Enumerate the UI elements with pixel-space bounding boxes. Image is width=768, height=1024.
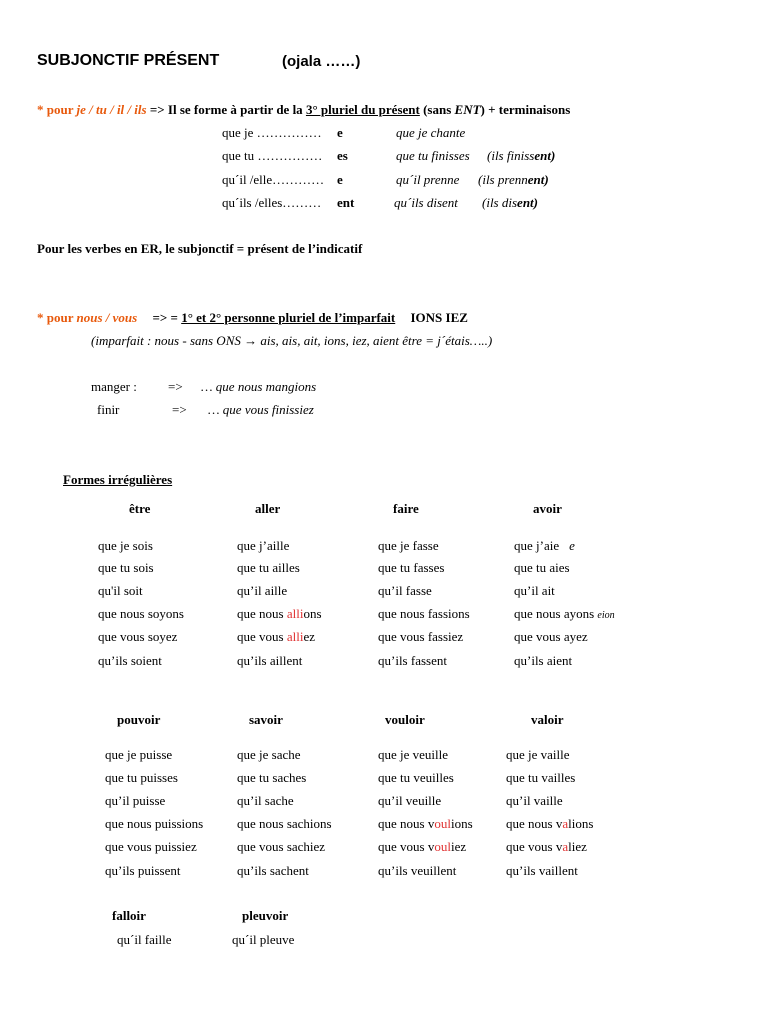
rule-sans-open: (sans (419, 102, 455, 117)
conjugation-form: que vous sachiez (237, 839, 326, 854)
verb-header: falloir (112, 908, 146, 923)
highlighted-stem: a (562, 839, 569, 854)
conjugation-form: que vous puissiez (105, 839, 197, 854)
conjugation-form: que nous ayons eion (514, 606, 615, 621)
verb-header: pleuvoir (242, 908, 289, 923)
ending-pronoun: que je …………… (222, 125, 322, 140)
highlighted-stem: alli (286, 629, 304, 644)
highlighted-stem: oul (434, 839, 451, 854)
conjugation-form: que je veuille (378, 747, 449, 762)
example-result: … que nous mangions (201, 379, 317, 394)
example-arrow: => (172, 402, 187, 417)
rule-arrow: => = (152, 310, 182, 325)
rule-underlined: 3° pluriel du présent (305, 102, 420, 117)
conjugation-form: que je fasse (378, 538, 439, 553)
verb-header: valoir (531, 712, 564, 727)
conjugation-form: que nous valions (506, 816, 594, 831)
conjugation-form: que vous ayez (514, 629, 588, 644)
ending-note: (ils disent) (482, 195, 538, 210)
rule-bullet: * pour (37, 102, 77, 117)
highlighted-stem: alli (286, 606, 304, 621)
ending-example: qu´il prenne (396, 172, 460, 187)
ending-pronoun: qu´ils /elles……… (222, 195, 322, 210)
imparfait-note: (imparfait : nous - sans ONS → ais, ais, ait, ions, iez, aient être = j´étais…..) (91, 333, 493, 348)
conjugation-form: que vous vouliez (378, 839, 467, 854)
conjugation-form: qu’ils fassent (378, 653, 447, 668)
conjugation-form: que je puisse (105, 747, 173, 762)
conjugation-form: que je sois (98, 538, 153, 553)
ending-suffix: e (337, 172, 343, 187)
conjugation-form: qu’il ait (514, 583, 555, 598)
conjugation-form: que tu saches (237, 770, 307, 785)
conjugation-form: qu’ils sachent (237, 863, 309, 878)
conjugation-form: que tu veuilles (378, 770, 454, 785)
conjugation-form: qu’il vaille (506, 793, 563, 808)
conjugation-form: que tu ailles (237, 560, 300, 575)
conjugation-form: que vous alliez (237, 629, 315, 644)
example-arrow: => (168, 379, 183, 394)
conjugation-form: que nous voulions (378, 816, 473, 831)
conjugation-form: que nous allions (237, 606, 322, 621)
verb-header: vouloir (385, 712, 425, 727)
conjugation-form: que tu sois (98, 560, 154, 575)
rule-nous-vous (37, 311, 468, 324)
rule-sans-close: ) + terminaisons (480, 102, 571, 117)
rule-pronouns: je / tu / il / ils (76, 102, 147, 117)
conjugation-form: que je vaille (506, 747, 570, 762)
page-title: SUBJONCTIF PRÉSENT (37, 52, 220, 69)
conjugation-form: que vous valiez (506, 839, 587, 854)
conjugation-form: qu’ils puissent (105, 863, 181, 878)
ending-note: (ils prennent) (478, 172, 549, 187)
ending-suffix: es (337, 148, 348, 163)
rule-je-tu-il-ils (37, 103, 570, 116)
highlighted-stem: oul (434, 816, 451, 831)
conjugation-form: que tu vailles (506, 770, 576, 785)
conjugation-form: qu’ils vaillent (506, 863, 578, 878)
verb-header: pouvoir (117, 712, 161, 727)
highlighted-stem: a (562, 816, 569, 831)
rule-pronouns: nous / vous (76, 310, 138, 325)
ending-suffix: e (337, 125, 343, 140)
rule-bullet: * pour (37, 310, 77, 325)
conjugation-form: que vous soyez (98, 629, 178, 644)
rule-suffix: IONS IEZ (410, 310, 468, 325)
conjugation-form: que tu aies (514, 560, 570, 575)
ending-example: que je chante (396, 125, 466, 140)
conjugation-form: que nous puissions (105, 816, 204, 831)
conjugation-form: qu’ils veuillent (378, 863, 457, 878)
conjugation-form: que j’aille (237, 538, 290, 553)
conjugation-form: qu’il aille (237, 583, 288, 598)
conjugation-form: que je sache (237, 747, 301, 762)
conjugation-form: que j’aie e (514, 538, 575, 553)
conjugation-form: que nous fassions (378, 606, 470, 621)
verb-header: être (129, 501, 151, 516)
conjugation-form: que nous soyons (98, 606, 184, 621)
example-verb: finir (97, 402, 120, 417)
title-note: (ojala ……) (282, 53, 361, 70)
conjugation-form: qu’ils aient (514, 653, 573, 668)
conjugation-form: qu’il veuille (378, 793, 442, 808)
example-verb: manger : (91, 379, 137, 394)
verb-header: savoir (249, 712, 283, 727)
irregular-heading: Formes irrégulières (63, 472, 173, 487)
er-verb-rule: Pour les verbes en ER, le subjonctif = présent de l’indicatif (37, 241, 363, 256)
verb-header: avoir (533, 501, 562, 516)
example-result: … que vous finissiez (208, 402, 314, 417)
conjugation-form: qu’il puisse (105, 793, 166, 808)
conjugation-form: que tu puisses (105, 770, 178, 785)
conjugation-form: qu´il pleuve (232, 932, 295, 947)
verb-header: faire (393, 501, 419, 516)
ending-note: (ils finissent) (487, 148, 556, 163)
ending-pronoun: qu´il /elle………… (222, 172, 325, 187)
conjugation-form: qu'il soit (98, 583, 143, 598)
ending-pronoun: que tu …………… (222, 148, 323, 163)
conjugation-form: que tu fasses (378, 560, 445, 575)
conjugation-form: qu’ils aillent (237, 653, 303, 668)
conjugation-form: qu’il fasse (378, 583, 432, 598)
conjugation-form: qu’il sache (237, 793, 294, 808)
conjugation-form: que vous fassiez (378, 629, 464, 644)
conjugation-form: qu’ils soient (98, 653, 162, 668)
ending-example: qu´ils disent (394, 195, 458, 210)
rule-ent: ENT (454, 102, 481, 117)
conjugation-form: que nous sachions (237, 816, 332, 831)
ending-example: que tu finisses (396, 148, 470, 163)
rule-underlined: 1° et 2° personne pluriel de l’imparfait (181, 310, 396, 325)
conjugation-form: qu´il faille (117, 932, 172, 947)
ending-suffix: ent (337, 195, 355, 210)
verb-header: aller (255, 501, 281, 516)
rule-text: => Il se forme à partir de la (149, 102, 306, 117)
